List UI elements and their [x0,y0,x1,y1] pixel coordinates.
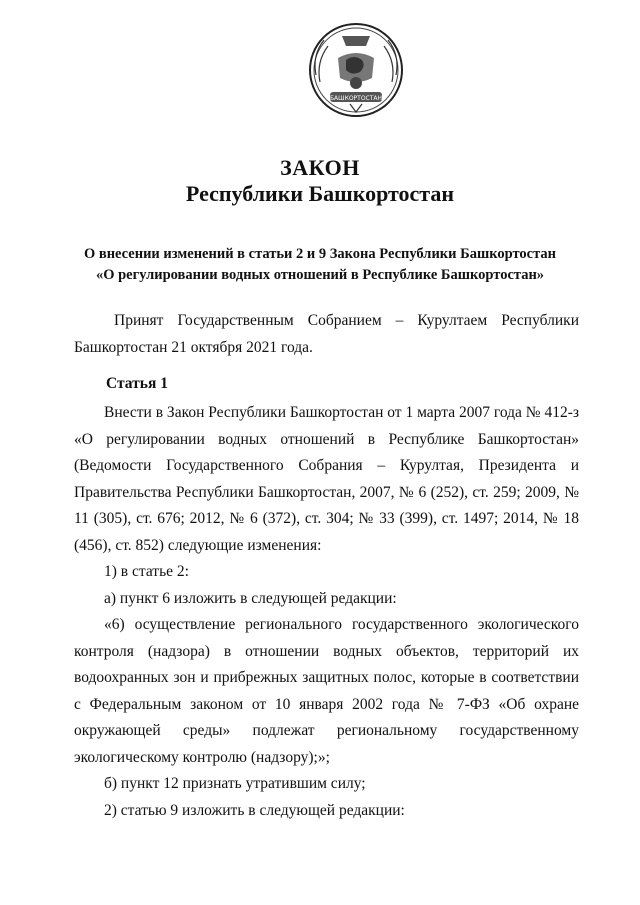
adoption-note: Принят Государственным Собранием – Курултаем Республики Башкортостан 21 октября 2021 года. [74,312,579,356]
article-heading: Статья 1 [106,375,168,392]
article-intro-paragraph: Внести в Закон Республики Башкортостан от 1 марта 2007 года № 412-з «О регулировании водных отношений в Республике Башкортостан» (Ведомости Государственного Собрания – Курултая, Президента и Правительства Республики Башкортостан, 2007, № 6 (252), ст. 259; 2009, № 11 (305), ст. 676; 2012, № 6 (372), ст. 304; № 33 (399), ст. 1497; 2014, № 18 (456), ст. 852) следующие изменения: [74,404,579,554]
amendment-item-1b: б) пункт 12 признать утратившим силу; [104,775,366,792]
page-subtitle: Республики Башкортостан [185,181,455,206]
amendment-item-1: 1) в статье 2: [104,563,189,580]
law-title-line-2: «О регулировании водных отношений в Республике Башкортостан» [95,267,545,283]
bashkortostan-coat-of-arms-icon [306,20,406,120]
page-title: ЗАКОН [280,155,360,180]
law-title-line-1: О внесении изменений в статьи 2 и 9 Закона Республики Башкортостан [83,246,557,262]
amendment-item-1a-text: «6) осуществление регионального государственного экологического контроля (надзора) в отношении водных объектов, территорий их водоохранных зон и прибрежных защитных полос, которые в соответствии с Федеральным законом от 10 января 2002 года № 7-ФЗ «Об охране окружающей среды» подлежат региональному государственному экологическому контролю (надзору);»; [74,616,579,766]
svg-text:БАШКОРТОСТАН: БАШКОРТОСТАН [329,95,383,102]
article-body [74,400,579,824]
amendment-item-1a: а) пункт 6 изложить в следующей редакции: [104,589,397,607]
amendment-item-2: 2) статью 9 изложить в следующей редакции: [104,801,405,819]
